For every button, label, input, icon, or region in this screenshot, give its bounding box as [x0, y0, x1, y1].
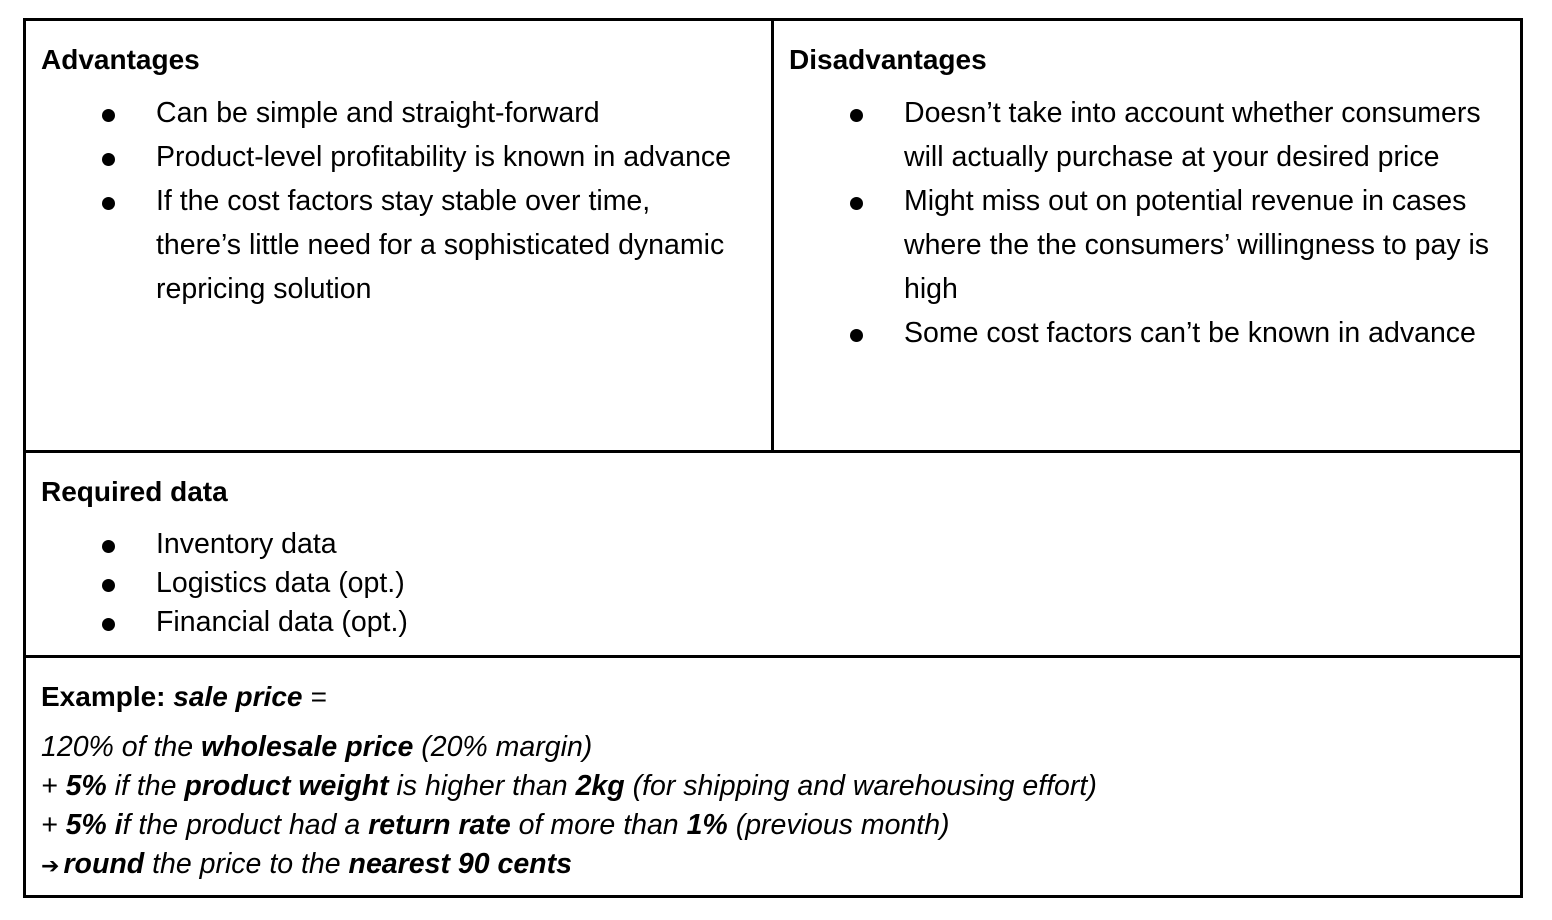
bullet-icon — [850, 197, 863, 210]
list-item: Inventory data — [26, 525, 1490, 564]
list-item: Doesn’t take into account whether consumers will actually purchase at your desired price — [774, 91, 1490, 179]
example-formula — [41, 728, 1500, 885]
list-item: Can be simple and straight-forward — [26, 91, 741, 135]
pricing-strategy-table — [23, 18, 1523, 898]
bullet-icon — [850, 329, 863, 342]
arrow-right-icon: ➔ — [41, 853, 60, 878]
list-item: If the cost factors stay stable over time, there’s little need for a sophisticated dynamic repricing solution — [26, 179, 741, 311]
bullet-icon — [850, 109, 863, 122]
advantages-list — [26, 91, 741, 311]
list-item: Might miss out on potential revenue in cases where the the consumers’ willingness to pay is high — [774, 179, 1490, 311]
bullet-icon — [102, 618, 115, 631]
advantages-cell — [26, 21, 774, 450]
advantages-heading: Advantages — [41, 44, 200, 75]
example-row — [26, 658, 1520, 895]
formula-line-base: 120% of the wholesale price (20% margin) — [41, 731, 593, 763]
pros-cons-row — [26, 21, 1520, 453]
disadvantages-list — [774, 91, 1490, 355]
bullet-icon — [102, 197, 115, 210]
formula-line-return-rate: + 5% if the product had a return rate of more than 1% (previous month) — [41, 809, 950, 841]
bullet-icon — [102, 109, 115, 122]
required-data-heading: Required data — [41, 476, 228, 507]
required-data-row — [26, 453, 1520, 658]
disadvantages-cell — [774, 21, 1520, 450]
list-item: Some cost factors can’t be known in advance — [774, 311, 1490, 355]
bullet-icon — [102, 153, 115, 166]
bullet-icon — [102, 540, 115, 553]
list-item: Product-level profitability is known in advance — [26, 135, 741, 179]
formula-line-weight: + 5% if the product weight is higher than 2kg (for shipping and warehousing effort) — [41, 770, 1097, 802]
formula-line-rounding: ➔ round the price to the nearest 90 cents — [41, 845, 1500, 885]
list-item: Financial data (opt.) — [26, 603, 1490, 642]
required-data-list — [26, 525, 1490, 642]
example-title: Example: sale price = — [41, 681, 327, 712]
list-item: Logistics data (opt.) — [26, 564, 1490, 603]
bullet-icon — [102, 579, 115, 592]
disadvantages-heading: Disadvantages — [789, 44, 987, 75]
